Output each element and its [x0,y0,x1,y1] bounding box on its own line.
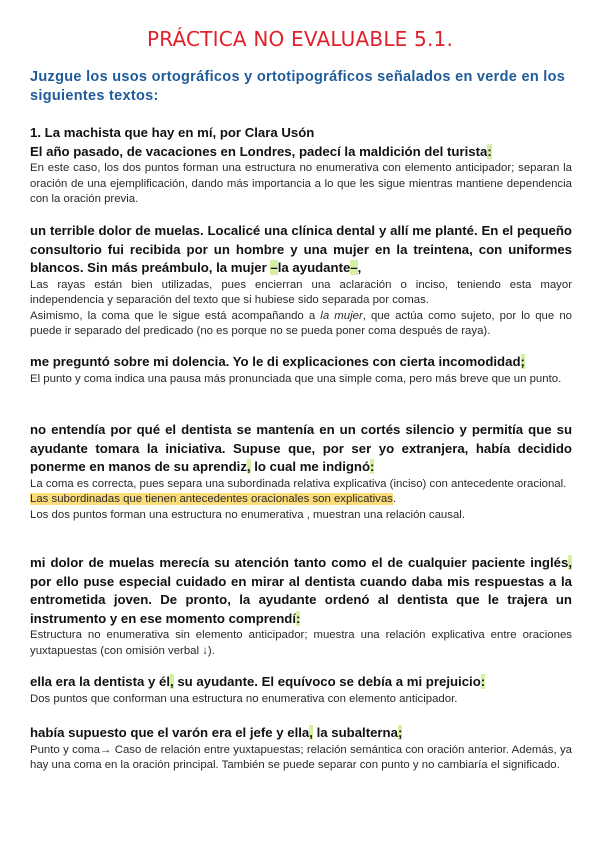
yellow-highlight: Las subordinadas que tienen antecedentes oracionales son explicativas [30,493,393,506]
section-2-text [30,222,572,278]
quote-text: su ayudante. El equívoco se debía a mi prejuicio [173,674,481,689]
section-6-answer: Dos puntos que conforman una estructura no enumerativa con elemento anticipador. [30,692,458,705]
section-7-text [30,724,572,743]
quote-text: la subalterna [312,725,398,740]
section-4-answer-2 [30,492,572,508]
quote-text: la ayudante [277,260,351,275]
quote-text: , [357,260,362,275]
quote-text: me preguntó sobre mi dolencia. Yo le di explicaciones con cierta incomodidad [30,354,521,369]
highlight-mark: ; [397,725,403,740]
section-1-answer: En este caso, los dos puntos forman una estructura no enumerativa con elemento anticipador; separan la oración de una ejemplificación, dando más importancia a lo que les sigue mientras mantiene dependencia con la oración previa. [30,162,572,206]
section-6 [30,673,572,707]
section-7-answer: Punto y coma→ Caso de relación entre yuxtapuestas; relación semántica con oración anterior. Además, ya hay una coma en la oración principal. También se puede separar con punto y no cambiaría el significado. [30,743,572,772]
highlight-mark: , [170,674,174,689]
section-6-text [30,673,572,692]
highlight-mark: : [480,674,486,689]
section-4-text [30,421,572,477]
instructions: Juzgue los usos ortográficos y ortotipográficos señalados en verde en los siguientes textos: [30,69,566,104]
quote-text: por ello puse especial cuidado en mirar al dentista cuando daba mis respuestas a la entrometida joven. De pronto, la ayudante ordenó al dentista que le trajera un instrumento y en ese momento comprendí [30,573,572,626]
highlight-mark: : [296,610,301,626]
section-3-answer: El punto y coma indica una pausa más pronunciada que una simple coma, pero más breve que un punto. [30,372,562,385]
section-3-text [30,353,572,372]
section-1-text [30,143,572,162]
quote-text: ella era la dentista y él [30,674,171,689]
section-5-answer: Estructura no enumerativa sin elemento anticipador; muestra una relación explicativa entre oraciones yuxtapuestas (con omisión verbal ↓). [30,629,572,657]
highlight-mark: – [270,260,278,275]
section-2-answer-2 [30,309,572,340]
section-1-heading: 1. La machista que hay en mí, por Clara Usón [30,125,315,140]
highlight-mark: , [568,555,572,570]
quote-text: había supuesto que el varón era el jefe y ella [30,725,310,740]
quote-text: lo cual me indignó [250,459,371,474]
quote-text: El año pasado, de vacaciones en Londres, padecí la maldición del turista [30,143,488,159]
answer-text: . [392,493,397,506]
section-4 [30,421,572,523]
section-5-text [30,554,572,628]
highlight-mark: : [370,459,375,474]
section-2-answer-1: Las rayas están bien utilizadas, pues encierran una aclaración o inciso, teniendo esta mayor independencia y separación del texto que si hubiese sido separada por comas. [30,278,572,307]
highlight-mark: : [487,143,492,159]
section-4-answer-1: La coma es correcta, pues separa una subordinada relativa explicativa (inciso) con antecedente oracional. [30,477,567,490]
quote-text: no entendía por qué el dentista se mantenía en un cortés silencio y permitía que su ayudante tomara la iniciativa. Supuse que, por ser yo extranjera, había decidido ponerme en manos de su aprendiz [30,422,572,474]
highlight-mark: – [350,260,358,275]
section-7 [30,724,572,774]
section-2 [30,222,572,340]
section-5 [30,554,572,659]
highlight-mark: ; [520,354,525,369]
highlight-mark: , [309,725,313,740]
answer-text: Asimismo, la coma que le sigue está acompañando a [30,309,321,322]
page-title: PRÁCTICA NO EVALUABLE 5.1. [146,27,454,51]
quote-text: mi dolor de muelas merecía su atención tanto como el de cualquier paciente inglés [30,555,569,570]
answer-italic: la mujer [320,309,363,322]
answer-text: , que actúa como sujeto, por lo que no puede ir separado del predicado (no es porque no se pueda poner coma después de raya). [30,309,572,338]
highlight-mark: , [246,459,251,474]
section-4-answer-3: Los dos puntos forman una estructura no enumerativa , muestran una relación causal. [30,508,465,521]
quote-text: un terrible dolor de muelas. Localicé una clínica dental y allí me planté. En el pequeño consultorio fui recibida por un hombre y una mujer en la treintena, con uniformes blancos. Sin más preámbulo, la mujer [30,223,572,275]
section-1 [30,124,572,208]
section-3 [30,353,572,387]
